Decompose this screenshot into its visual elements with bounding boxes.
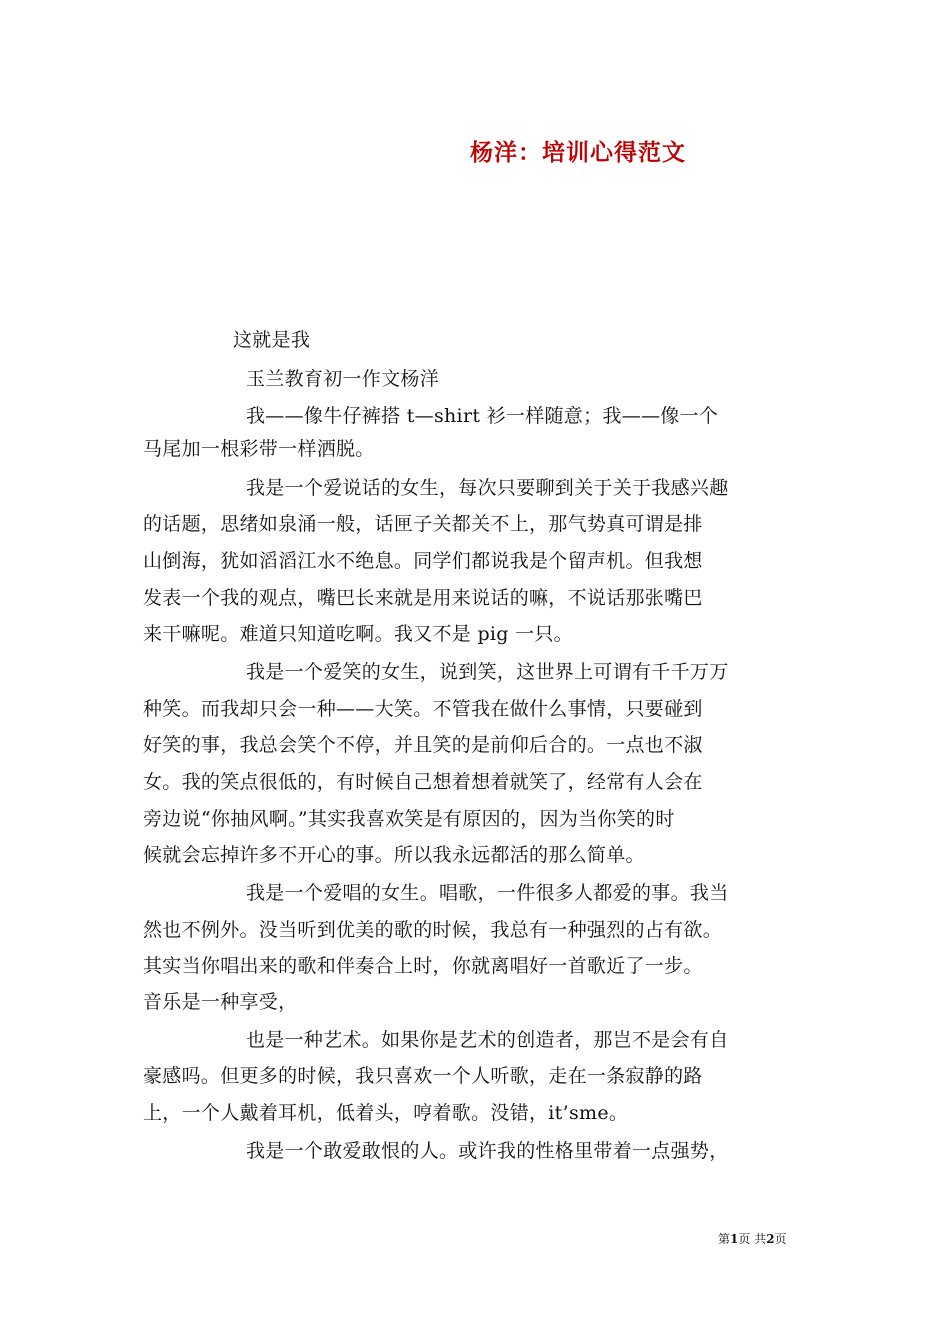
footer-middle: 页 共 — [738, 1232, 767, 1246]
essay-heading: 这就是我 — [233, 329, 311, 351]
text-line: 马尾加一根彩带一样洒脱。 — [143, 438, 375, 460]
text-line: 种笑。而我却只会一种——大笑。不管我在做什么事情，只要碰到 — [143, 698, 703, 720]
footer-current-page: 1 — [730, 1232, 739, 1246]
text-line: 候就会忘掉许多不开心的事。所以我永远都活的那么简单。 — [143, 844, 645, 866]
text-line: 豪感吗。但更多的时候，我只喜欢一个人听歌，走在一条寂静的路 — [143, 1065, 703, 1087]
text-line: 的话题，思绪如泉涌一般，话匣子关都关不上，那气势真可谓是排 — [143, 513, 703, 535]
text-line: 我是一个爱笑的女生，说到笑，这世界上可谓有千千万万 — [246, 661, 729, 683]
text-line: 好笑的事，我总会笑个不停，并且笑的是前仰后合的。一点也不淑 — [143, 734, 703, 756]
page-footer — [718, 1230, 787, 1247]
text-line: 山倒海，犹如滔滔江水不绝息。同学们都说我是个留声机。但我想 — [143, 550, 703, 572]
text-line: 女。我的笑点很低的，有时候自己想着想着就笑了，经常有人会在 — [143, 771, 703, 793]
text-line: 音乐是一种享受， — [143, 991, 298, 1013]
essay-byline: 玉兰教育初一作文杨洋 — [246, 368, 440, 390]
text-line: 旁边说“你抽风啊。”其实我喜欢笑是有原因的，因为当你笑的时 — [143, 808, 675, 830]
text-line: 我——像牛仔裤搭 t—shirt 衫一样随意；我——像一个 — [246, 405, 719, 427]
footer-prefix: 第 — [718, 1232, 731, 1246]
text-line: 上，一个人戴着耳机，低着头，哼着歌。没错，it’sme。 — [143, 1102, 629, 1124]
text-line: 然也不例外。没当听到优美的歌的时候，我总有一种强烈的占有欲。 — [143, 919, 723, 941]
text-line: 也是一种艺术。如果你是艺术的创造者，那岂不是会有自 — [246, 1029, 729, 1051]
text-line: 我是一个爱说话的女生，每次只要聊到关于关于我感兴趣 — [246, 477, 729, 499]
text-line: 来干嘛呢。难道只知道吃啊。我又不是 pig 一只。 — [143, 623, 573, 645]
text-line: 我是一个敢爱敢恨的人。或许我的性格里带着一点强势， — [246, 1140, 729, 1162]
text-line: 我是一个爱唱的女生。唱歌，一件很多人都爱的事。我当 — [246, 882, 729, 904]
text-line: 发表一个我的观点，嘴巴长来就是用来说话的嘛，不说话那张嘴巴 — [143, 587, 703, 609]
footer-suffix: 页 — [774, 1232, 787, 1246]
footer-total-pages: 2 — [766, 1232, 775, 1246]
text-line: 其实当你唱出来的歌和伴奏合上时，你就离唱好一首歌近了一步。 — [143, 955, 703, 977]
document-title: 杨洋：培训心得范文 — [470, 139, 686, 166]
